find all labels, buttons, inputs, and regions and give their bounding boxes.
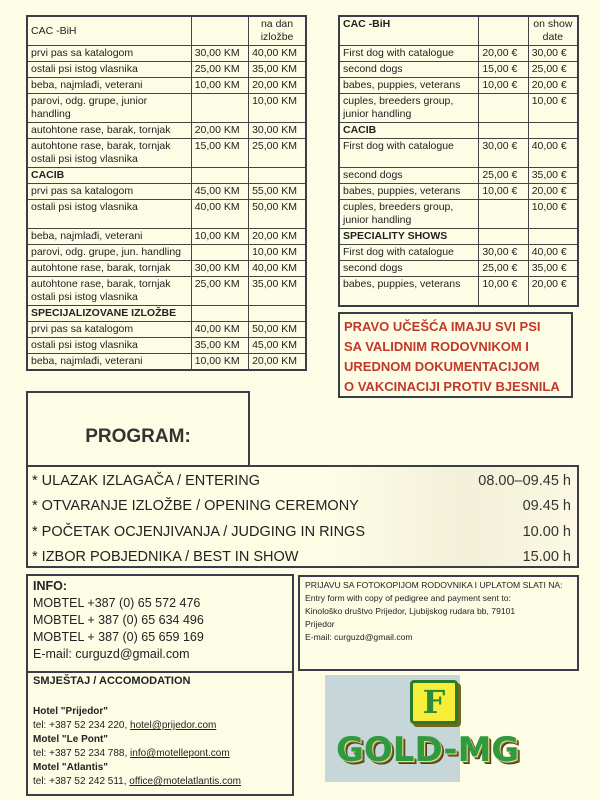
fee-advance xyxy=(191,94,248,123)
table-row xyxy=(339,78,578,94)
fee-category-line: babes, puppies, veterans xyxy=(343,79,461,91)
table-row xyxy=(27,354,306,371)
hotel-phone: tel: +387 52 242 511, xyxy=(33,776,130,787)
header-line2: izložbe xyxy=(260,31,294,43)
fee-category xyxy=(27,322,191,338)
fee-category-line: ostali psi istog vlasnika xyxy=(31,339,138,351)
program-title: PROGRAM: xyxy=(26,391,250,466)
table-row xyxy=(27,277,306,306)
program-item xyxy=(32,519,571,545)
fee-category xyxy=(27,184,191,200)
table-section-row xyxy=(339,229,578,245)
fee-on-show-day: 35,00 KM xyxy=(249,62,306,78)
fee-category-line: parovi, odg. grupe, junior xyxy=(31,95,148,107)
hotel-phone: tel: +387 52 234 220, xyxy=(33,720,131,731)
fee-category xyxy=(27,229,191,245)
fee-advance: 10,00 € xyxy=(479,78,528,94)
fee-category xyxy=(27,62,191,78)
fee-advance: 10,00 KM xyxy=(191,354,248,371)
fee-category-line: autohtone rase, barak, tornjak xyxy=(31,140,171,152)
fee-on-show-day: 40,00 € xyxy=(528,245,578,261)
fee-advance: 10,00 € xyxy=(479,184,528,200)
fee-category-line: cuples, breeders group, xyxy=(343,95,454,107)
fee-on-show-day: 35,00 € xyxy=(528,261,578,277)
fee-category xyxy=(339,94,479,123)
fee-category-line: prvi pas sa katalogom xyxy=(31,323,134,335)
table-title: CAC -BiH xyxy=(339,16,479,46)
fee-advance: 20,00 KM xyxy=(191,123,248,139)
fee-category-line: junior handling xyxy=(343,214,412,226)
table-row xyxy=(339,261,578,277)
fee-on-show-day: 10,00 KM xyxy=(249,245,306,261)
table-section-row xyxy=(339,123,578,139)
table-row xyxy=(27,78,306,94)
fee-category-line: First dog with catalogue xyxy=(343,140,454,152)
program-item xyxy=(32,468,571,494)
hotel-name: Motel "Atlantis" xyxy=(33,762,109,773)
fee-category xyxy=(27,46,191,62)
fee-category xyxy=(27,123,191,139)
entry-line: Prijedor xyxy=(305,619,335,629)
fee-advance: 10,00 KM xyxy=(191,229,248,245)
fee-on-show-day: 50,00 KM xyxy=(249,200,306,229)
fee-category xyxy=(27,261,191,277)
fee-category xyxy=(27,139,191,168)
fee-category xyxy=(339,200,479,229)
table-row xyxy=(27,94,306,123)
table-row xyxy=(339,245,578,261)
table-row xyxy=(27,123,306,139)
fee-on-show-day: 40,00 € xyxy=(528,139,578,168)
fee-on-show-day: 35,00 KM xyxy=(249,277,306,306)
fee-on-show-day: 50,00 KM xyxy=(249,322,306,338)
fee-advance: 25,00 € xyxy=(479,261,528,277)
table-row xyxy=(339,62,578,78)
fee-category-line: prvi pas sa katalogom xyxy=(31,47,134,59)
table-section-row xyxy=(27,306,306,322)
header-on-show-day xyxy=(249,16,306,46)
fee-on-show-day: 30,00 KM xyxy=(249,123,306,139)
fee-category xyxy=(27,245,191,261)
fee-advance: 25,00 € xyxy=(479,168,528,184)
table-header-row xyxy=(339,16,578,46)
section-title: SPECIALITY SHOWS xyxy=(339,229,479,245)
fee-advance xyxy=(479,200,528,229)
fee-advance: 30,00 € xyxy=(479,245,528,261)
fee-category-line: First dog with catalogue xyxy=(343,246,454,258)
fee-category-line: beba, najmlađi, veterani xyxy=(31,355,143,367)
fee-category-line: beba, najmlađi, veterani xyxy=(31,79,143,91)
fee-category-line: ostali psi istog vlasnika xyxy=(31,63,138,75)
fee-category xyxy=(27,94,191,123)
fee-advance: 40,00 KM xyxy=(191,200,248,229)
fee-category xyxy=(339,46,479,62)
program-item-time: 09.45 h xyxy=(522,498,571,515)
notice-line: SA VALIDNIM RODOVNIKOM I xyxy=(344,339,529,354)
fee-on-show-day: 40,00 KM xyxy=(249,261,306,277)
accommodation-title: SMJEŠTAJ / ACCOMODATION xyxy=(33,675,191,687)
notice-line: UREDNOM DOKUMENTACIJOM xyxy=(344,359,540,374)
fee-on-show-day: 20,00 KM xyxy=(249,354,306,371)
fee-advance: 30,00 KM xyxy=(191,261,248,277)
fee-category xyxy=(339,261,479,277)
hotel-contact xyxy=(33,747,287,761)
fee-category-line: prvi pas sa katalogom xyxy=(31,185,134,197)
fee-on-show-day: 25,00 € xyxy=(528,62,578,78)
program-item-time: 08.00–09.45 h xyxy=(478,472,571,489)
fee-category xyxy=(339,168,479,184)
info-title: INFO: xyxy=(33,579,68,593)
fee-category xyxy=(27,277,191,306)
table-row xyxy=(339,168,578,184)
fee-category-line: babes, puppies, veterans xyxy=(343,185,461,197)
fee-advance xyxy=(191,245,248,261)
program-item xyxy=(32,545,571,571)
phone-number: MOBTEL +387 (0) 65 572 476 xyxy=(33,596,201,610)
fee-advance: 25,00 KM xyxy=(191,62,248,78)
program-item-label: * ULAZAK IZLAGAČA / ENTERING xyxy=(32,472,261,489)
info-email: E-mail: curguzd@gmail.com xyxy=(33,647,190,661)
table-row xyxy=(339,277,578,307)
header-col2 xyxy=(191,16,248,46)
hotel-phone: tel: +387 52 234 788, xyxy=(33,748,131,759)
logo-text: GOLD-MG xyxy=(336,730,520,770)
fee-advance: 30,00 KM xyxy=(191,46,248,62)
fee-category-line xyxy=(343,153,475,166)
table-row xyxy=(27,139,306,168)
phone-number: MOBTEL + 387 (0) 65 634 496 xyxy=(33,613,204,627)
fee-category-line: beba, najmlađi, veterani xyxy=(31,230,143,242)
fee-advance: 45,00 KM xyxy=(191,184,248,200)
fee-category-line: second dogs xyxy=(343,169,403,181)
phone-number: MOBTEL + 387 (0) 65 659 169 xyxy=(33,630,204,644)
table-row xyxy=(339,46,578,62)
hotel-email-link[interactable]: hotel@prijedor.com xyxy=(130,720,217,731)
fee-category xyxy=(339,139,479,168)
fee-category-line: autohtone rase, barak, tornjak xyxy=(31,124,171,136)
hotel-name: Hotel "Prijedor" xyxy=(33,706,109,717)
fee-on-show-day: 45,00 KM xyxy=(249,338,306,354)
fee-on-show-day: 55,00 KM xyxy=(249,184,306,200)
fee-on-show-day: 20,00 KM xyxy=(249,78,306,94)
program-item-time: 15.00 h xyxy=(522,549,571,566)
fee-on-show-day: 20,00 € xyxy=(528,78,578,94)
table-row xyxy=(27,62,306,78)
fee-advance: 40,00 KM xyxy=(191,322,248,338)
fee-advance: 15,00 € xyxy=(479,62,528,78)
fee-on-show-day: 30,00 € xyxy=(528,46,578,62)
logo-mark-icon: F xyxy=(410,680,458,724)
program-item xyxy=(32,494,571,520)
fee-category-line: ostali psi istog vlasnika xyxy=(31,291,138,303)
fee-category-line xyxy=(31,214,188,227)
table-row xyxy=(27,184,306,200)
fee-advance xyxy=(479,94,528,123)
fee-category-line: ostali psi istog vlasnika xyxy=(31,201,138,213)
entry-instructions-box xyxy=(298,575,579,671)
header-line2: date xyxy=(542,31,564,43)
table-row xyxy=(339,184,578,200)
notice-line: PRAVO UČEŠĆA IMAJU SVI PSI xyxy=(344,319,541,334)
fee-category-line xyxy=(343,291,475,304)
fee-table-km xyxy=(26,15,307,371)
table-row xyxy=(27,261,306,277)
fee-table-eur xyxy=(338,15,579,307)
table-row xyxy=(27,322,306,338)
section-title: CACIB xyxy=(339,123,479,139)
fee-on-show-day: 35,00 € xyxy=(528,168,578,184)
accommodation-box xyxy=(26,671,294,796)
fee-on-show-day: 20,00 € xyxy=(528,184,578,200)
fee-advance: 35,00 KM xyxy=(191,338,248,354)
fee-on-show-day: 10,00 € xyxy=(528,94,578,123)
header-col2 xyxy=(479,16,528,46)
table-section-row xyxy=(27,168,306,184)
fee-category-line: second dogs xyxy=(343,63,403,75)
hotel-email-link[interactable]: info@motellepont.com xyxy=(130,748,230,759)
fee-on-show-day: 20,00 KM xyxy=(249,229,306,245)
hotel-contact xyxy=(33,775,287,789)
fee-advance: 30,00 € xyxy=(479,139,528,168)
fee-on-show-day: 40,00 KM xyxy=(249,46,306,62)
fee-advance: 10,00 € xyxy=(479,277,528,307)
fee-category xyxy=(339,277,479,307)
fee-category-line: autohtone rase, barak, tornjak xyxy=(31,278,171,290)
fee-category xyxy=(27,200,191,229)
table-row xyxy=(27,46,306,62)
fee-advance: 25,00 KM xyxy=(191,277,248,306)
header-line1: on show xyxy=(533,18,573,30)
table-row xyxy=(27,229,306,245)
fee-category-line: cuples, breeders group, xyxy=(343,201,454,213)
fee-category xyxy=(339,62,479,78)
info-box xyxy=(26,574,294,672)
fee-category xyxy=(27,78,191,94)
eligibility-notice xyxy=(338,312,573,398)
entry-email: E-mail: curguzd@gmail.com xyxy=(305,632,413,642)
fee-category-line: parovi, odg. grupe, jun. handling xyxy=(31,246,182,258)
fee-advance: 15,00 KM xyxy=(191,139,248,168)
hotel-email-link[interactable]: office@motelatlantis.com xyxy=(129,776,241,787)
fee-category xyxy=(339,245,479,261)
fee-category-line: ostali psi istog vlasnika xyxy=(31,153,138,165)
table-row xyxy=(27,338,306,354)
table-title: CAC -BiH xyxy=(27,16,191,46)
table-row xyxy=(339,200,578,229)
entry-line: Entry form with copy of pedigree and payment sent to: xyxy=(305,593,511,603)
fee-category-line: second dogs xyxy=(343,262,403,274)
fee-category xyxy=(27,338,191,354)
fee-category xyxy=(339,78,479,94)
program-item-time: 10.00 h xyxy=(522,523,571,540)
fee-on-show-day: 10,00 KM xyxy=(249,94,306,123)
table-row xyxy=(339,94,578,123)
fee-category-line: handling xyxy=(31,108,71,120)
program-schedule xyxy=(26,465,579,568)
notice-line: O VAKCINACIJI PROTIV BJESNILA xyxy=(344,379,560,394)
fee-on-show-day: 20,00 € xyxy=(528,277,578,307)
fee-category xyxy=(27,354,191,371)
program-item-label: * OTVARANJE IZLOŽBE / OPENING CEREMONY xyxy=(32,498,359,515)
fee-category-line: First dog with catalogue xyxy=(343,47,454,59)
fee-category-line: autohtone rase, barak, tornjak xyxy=(31,262,171,274)
table-row xyxy=(27,245,306,261)
entry-line: Kinološko društvo Prijedor, Ljubijskog rudara bb, 79101 xyxy=(305,606,516,616)
fee-category-line: junior handling xyxy=(343,108,412,120)
program-item-label: * POČETAK OCJENJIVANJA / JUDGING IN RINGS xyxy=(32,523,366,540)
hotel-name: Motel "Le Pont" xyxy=(33,734,109,745)
hotel-contact xyxy=(33,719,287,733)
section-title: CACIB xyxy=(27,168,191,184)
program-item-label: * IZBOR POBJEDNIKA / BEST IN SHOW xyxy=(32,549,299,566)
fee-advance: 10,00 KM xyxy=(191,78,248,94)
table-row xyxy=(27,200,306,229)
table-header-row xyxy=(27,16,306,46)
fee-category-line: babes, puppies, veterans xyxy=(343,278,461,290)
fee-advance: 20,00 € xyxy=(479,46,528,62)
fee-on-show-day: 25,00 KM xyxy=(249,139,306,168)
section-title: SPECIJALIZOVANE IZLOŽBE xyxy=(27,306,191,322)
table-row xyxy=(339,139,578,168)
fee-category xyxy=(339,184,479,200)
entry-line: PRIJAVU SA FOTOKOPIJOM RODOVNIKA I UPLATOM SLATI NA: xyxy=(305,580,563,590)
header-on-show-date xyxy=(528,16,578,46)
fee-on-show-day: 10,00 € xyxy=(528,200,578,229)
header-line1: na dan xyxy=(260,18,294,30)
